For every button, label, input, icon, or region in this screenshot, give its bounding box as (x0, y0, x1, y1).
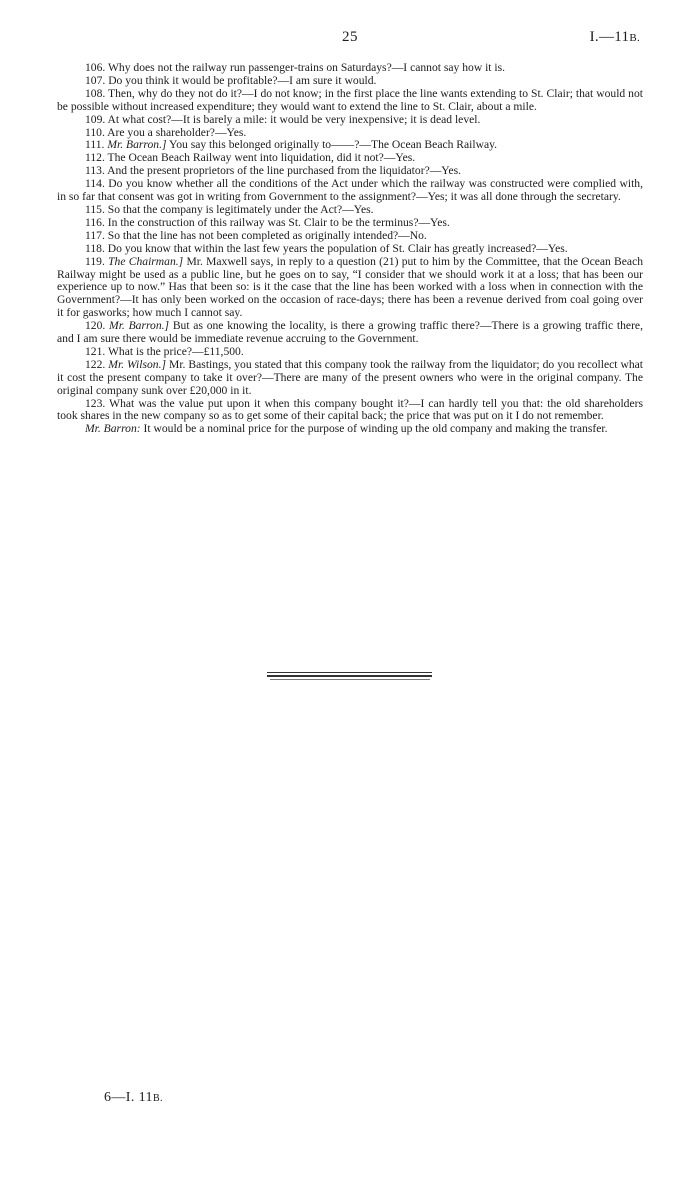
paragraph-106: 106. Why does not the railway run passenger-trains on Saturdays?—I cannot say how it is. (85, 61, 506, 74)
speaker-label: Mr. Barron.] (109, 319, 170, 333)
paragraph-number: 120. (85, 319, 106, 333)
printer-signature-mark (104, 1090, 163, 1106)
document-reference (590, 29, 640, 46)
testimony-body (57, 62, 643, 436)
paragraph-119 (57, 256, 643, 321)
paragraph-117: 117. So that the line has not been completed as originally intended?—No. (85, 228, 427, 242)
reference-main: I.—11 (589, 29, 630, 45)
speaker-label: Mr. Barron.] (107, 138, 167, 152)
speaker-label: The Chairman.] (108, 254, 184, 268)
closing-rule-thin (267, 672, 432, 673)
paragraph-118: 118. Do you know that within the last few years the population of St. Clair has greatly increased?—Yes. (85, 241, 568, 255)
paragraph-number: 119. (85, 254, 105, 268)
paragraph-122 (57, 359, 643, 398)
paragraph-closing-remark (57, 423, 643, 436)
speaker-label: Mr. Wilson.] (108, 357, 167, 371)
paragraph-number: 111. (85, 138, 105, 152)
paragraph-108: 108. Then, why do they not do it?—I do not know; in the first place the line wants extending to St. Clair; that would not be possible without increased expenditure; they would want to extend the line to St. Clair, about a mile. (57, 86, 643, 113)
paragraph-text: Mr. Maxwell says, in reply to a question (21) put to him by the Committee, that the Ocean Beach Railway might be used as a public line, but he goes on to say, “I consider that we should work it at a loss; that has been our experience up to now.” Has that been so: is it the case that the line has been worked with a loss when in connection with the Government?—It has only been worked on the occasion of race-days; there has been a revenue derived from coal going over it for gasworks; how much I cannot say. (57, 254, 644, 320)
paragraph-107: 107. Do you think it would be profitable?—I am sure it would. (85, 73, 377, 87)
paragraph-114: 114. Do you know whether all the conditions of the Act under which the railway was constructed were complied with, in so far that consent was got in writing from Government to the assignment?—Yes; it was all done through the secretary. (57, 177, 643, 204)
paragraph-109: 109. At what cost?—It is barely a mile: it would be very inexpensive; it is dead level. (85, 112, 481, 126)
paragraph-115: 115. So that the company is legitimately under the Act?—Yes. (85, 202, 374, 216)
paragraph-110: 110. Are you a shareholder?—Yes. (85, 125, 247, 139)
paragraph-112: 112. The Ocean Beach Railway went into liquidation, did it not?—Yes. (85, 151, 416, 165)
paragraph-121: 121. What is the price?—£11,500. (85, 344, 244, 358)
paragraph-113: 113. And the present proprietors of the line purchased from the liquidator?—Yes. (85, 164, 462, 178)
speaker-label: Mr. Barron: (85, 422, 141, 436)
closing-rule-thick (267, 675, 432, 677)
paragraph-text: You say this belonged originally to——?—The Ocean Beach Railway. (168, 138, 498, 152)
paragraph-123: 123. What was the value put upon it when this company bought it?—I can hardly tell you that: the old shareholders took shares in the new company so as to get some of their capital back; the price that was put on it I do not remember. (57, 396, 643, 423)
reference-suffix: B. (629, 32, 640, 44)
paragraph-text: Mr. Bastings, you stated that this company took the railway from the liquidator; do you recollect what it cost the present company to take it over?—There are many of the present owners who were in the original company. The original company sunk over £20,000 in it. (57, 357, 643, 397)
page-number: 25 (342, 29, 358, 45)
paragraph-text: But as one knowing the locality, is there a growing traffic there?—There is a growing traffic there, and I am sure there would be immediate revenue accruing to the Government. (57, 319, 643, 346)
paragraph-number: 122. (85, 357, 106, 371)
signature-suffix: B. (152, 1093, 163, 1104)
signature-main: 6—I. 11 (104, 1090, 153, 1105)
paragraph-116: 116. In the construction of this railway was St. Clair to be the terminus?—Yes. (85, 215, 450, 229)
closing-rule-faint (270, 679, 430, 680)
paragraph-120 (57, 320, 643, 346)
paragraph-text: It would be a nominal price for the purpose of winding up the old company and making the transfer. (143, 422, 608, 436)
